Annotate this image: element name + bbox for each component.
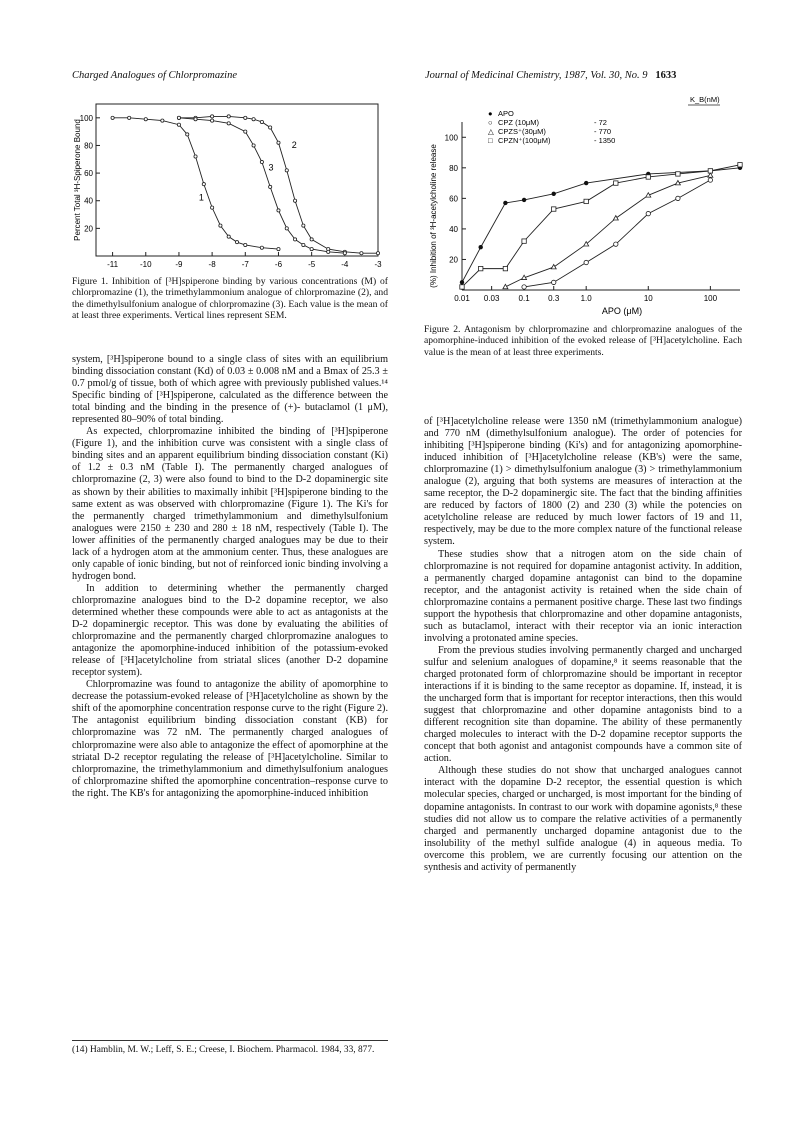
data-point xyxy=(551,264,556,268)
data-point xyxy=(211,206,214,209)
data-point xyxy=(227,122,230,125)
data-point xyxy=(460,280,464,284)
data-point xyxy=(111,116,114,119)
paragraph: system, [³H]spiperone bound to a single class of sites with an equilibrium binding dissociation constant (Kd) of 0.03 ± 0.008 nM and a Bmax of 25.3 ± 0.7 pmol/g of tissue, both of which agree with previously published values.¹⁴ Specific binding of [³H]spiperone, calculated as the difference between the total binding and the binding in the presence of (+)- butaclamol (1 μM), represented 80–90% of total binding. xyxy=(72,354,388,426)
x-tick-label: 0.3 xyxy=(548,294,560,303)
data-point xyxy=(584,181,588,185)
data-point xyxy=(552,192,556,196)
data-point xyxy=(244,130,247,133)
data-point xyxy=(211,119,214,122)
legend-symbol: ● xyxy=(488,109,493,118)
data-point xyxy=(219,224,222,227)
y-tick-label: 60 xyxy=(84,169,93,179)
x-tick-label: -4 xyxy=(341,260,349,269)
data-point xyxy=(202,183,205,186)
series-line xyxy=(524,180,710,287)
data-point xyxy=(708,178,712,182)
data-point xyxy=(293,199,296,202)
y-tick-label: 20 xyxy=(449,255,458,265)
data-point xyxy=(360,252,363,255)
series-label: 3 xyxy=(268,162,274,173)
x-tick-label: -11 xyxy=(107,260,119,269)
data-point xyxy=(327,250,330,253)
data-point xyxy=(227,115,230,118)
data-point xyxy=(244,243,247,246)
paragraph: As expected, chlorpromazine inhibited the binding of [³H]spiperone (Figure 1), and the inhibition curve was consistent with a single class of binding sites and an apparent equilibrium binding dissociation constant (Ki) of 1.2 ± 0.3 nM (Table I). The permanently charged analogues of chlorpromazine (2, 3) were also found to bind to the D-2 dopaminergic site as shown by their abilities to maximally inhibit [³H]spiperone binding to the same extent as was observed with chlorpromazine (Figure 1). The Ki's for the permanently charged trimethylammonium and dimethylsulfonium analogues were 2150 ± 230 and 280 ± 18 nM, respectively (Table I). The lower affinities of the permanently charged analogues may be due to their lack of a hydrogen atom at the ammonium center. Thus, these analogues are only capable of ionic binding, but not of reinforced ionic binding involving a hydrogen bond. xyxy=(72,426,388,582)
x-tick-label: -5 xyxy=(308,260,316,269)
footnote-divider xyxy=(72,1040,388,1041)
data-point xyxy=(128,116,131,119)
x-tick-label: 0.1 xyxy=(518,294,530,303)
left-column-text xyxy=(72,354,388,800)
data-point xyxy=(186,133,189,136)
y-tick-label: 80 xyxy=(449,163,458,173)
x-tick-label: 10 xyxy=(643,294,653,303)
data-point xyxy=(478,266,482,270)
data-point xyxy=(646,175,650,179)
data-point xyxy=(285,169,288,172)
figure-2-caption: Figure 2. Antagonism by chlorpromazine and chlorpromazine analogues of the apomorphine-induced inhibition of the evoked release of [³H]acetylcholine. Each value is the mean of at least three experiments. xyxy=(424,324,742,358)
y-tick-label: 80 xyxy=(84,141,93,151)
legend-label: CPZN⁺(100μM) xyxy=(498,136,551,145)
data-point xyxy=(738,163,742,167)
data-point xyxy=(177,116,180,119)
footnote: (14) Hamblin, M. W.; Leff, S. E.; Creese, I. Biochem. Pharmacol. 1984, 33, 877. xyxy=(72,1045,375,1055)
data-point xyxy=(161,119,164,122)
data-point xyxy=(503,266,507,270)
data-point xyxy=(478,245,482,249)
data-point xyxy=(194,118,197,121)
paragraph: of [³H]acetylcholine release were 1350 nM (trimethylammonium analogue) and 770 nM (dimethylsulfonium analogue). The order of potencies for inhibiting [³H]spiperone binding (Ki's) and for antagonizing apomorphine-induced inhibition of [³H]acetylcholine release (KB's) were the same, chlorpromazine (1) > dimethylsulfonium analogue (3) > trimethylammonium analogue (2), arguing that both systems are measures of interaction at the same receptor, the D-2 dopaminergic site. The fact that the binding affinities are reduced by factors of 1800 (2) and 230 (3) while the potencies on acetylcholine release are reduced by much lower factors of 19 and 11, respectively, may be due to the more complex nature of the functional release system. xyxy=(424,416,742,548)
data-point xyxy=(343,252,346,255)
x-tick-label: -9 xyxy=(175,260,183,269)
plot-frame xyxy=(96,104,378,256)
x-tick-label: 0.01 xyxy=(454,294,470,303)
x-tick-label: -10 xyxy=(139,260,152,269)
legend-symbol: □ xyxy=(488,136,493,145)
legend-symbol: △ xyxy=(488,127,494,136)
data-point xyxy=(285,227,288,230)
data-point xyxy=(310,238,313,241)
y-tick-label: 40 xyxy=(449,224,458,234)
data-point xyxy=(302,224,305,227)
running-title: Charged Analogues of Chlorpromazine xyxy=(72,70,237,81)
data-point xyxy=(522,198,526,202)
data-point xyxy=(260,160,263,163)
data-point xyxy=(260,120,263,123)
data-point xyxy=(293,238,296,241)
paragraph: These studies show that a nitrogen atom on the side chain of chlorpromazine is not required for dopamine antagonist activity. In addition, a permanently charged dopamine antagonist can bind to the dopamine receptor, and the antagonist activity is retained when the side chain of chlorpromazine contains a permanent positive charge. These last two findings support the hypothesis that chlorpromazine and other dopamine antagonists, such as butaclamol, interact with their receptor via an ionic interaction involving a protonated amine species. xyxy=(424,548,742,644)
series-label: 2 xyxy=(291,140,297,151)
y-axis-label: (%) Inhibition of ³H-acetylcholine release xyxy=(429,144,438,288)
data-point xyxy=(310,247,313,250)
y-axis-label: Percent Total ³H-Spiperone Bound xyxy=(73,119,82,241)
figure-2-chart xyxy=(422,92,747,322)
legend-kb-value: - 770 xyxy=(594,127,612,136)
paragraph: Although these studies do not show that uncharged analogues cannot interact with the dopamine D-2 receptor, the essential question is which molecular species, charged or uncharged, is most important for the binding of dopamine antagonists. In contrast to our work with dopamine agonists,⁸ these studies did not allow us to compare the relative activities of a permanently charged and permanently uncharged dopamine antagonist due to the insolubility of the methyl sulfide analogue (4) in aqueous media. To overcome this problem, we are currently focusing our attention on the synthesis and activity of permanently xyxy=(424,765,742,873)
data-point xyxy=(269,126,272,129)
x-tick-label: 100 xyxy=(703,294,718,303)
data-point xyxy=(277,141,280,144)
legend-label: APO xyxy=(498,109,514,118)
data-point xyxy=(552,207,556,211)
data-point xyxy=(708,169,712,173)
x-tick-label: 1.0 xyxy=(580,294,592,303)
x-tick-label: -6 xyxy=(274,260,283,269)
figure-1-svg xyxy=(70,96,390,276)
paragraph: Chlorpromazine was found to antagonize the ability of apomorphine to decrease the potassium-evoked release of [³H]acetylcholine as shown by the shift of the apomorphine concentration response curve to the right (Figure 2). The antagonist equilibrium binding dissociation constant (KB) for chlorpromazine was 72 nM. The permanently charged analogues of chlorpromazine were also able to antagonize the effect of apomorphine at the striatal D-2 receptor regulating the release of [³H]acetylcholine. Similar to chlorpromazine, the trimethylammonium and dimethylsulfonium analogues of chlorpromazine shifted the apomorphine concentration–response curve to the right. The KB's for antagonizing the apomorphine-induced inhibition xyxy=(72,679,388,799)
data-point xyxy=(460,285,464,289)
paragraph: From the previous studies involving permanently charged and uncharged sulfur and selenium analogues of dopamine,⁸ it seems reasonable that the charged protonated form of chlorpromazine should be important in receptor interactions if it is binding to the same receptor as dopamine. If, instead, it is the uncharged form that is important for receptor interactions, then this would suggest that chlorpromazine and other dopamine antagonists bind to a different recognition site than dopamine. The ability of these permanently charged molecules to interact with the D-2 dopamine receptor supports the concept that both agonist and antagonist compounds have a common site of action. xyxy=(424,644,742,765)
data-point xyxy=(269,185,272,188)
x-tick-label: -7 xyxy=(241,260,249,269)
data-point xyxy=(302,243,305,246)
data-point xyxy=(708,173,713,177)
legend-symbol: ○ xyxy=(488,118,493,127)
legend-kb-value: - 72 xyxy=(594,118,607,127)
data-point xyxy=(614,242,618,246)
data-point xyxy=(227,235,230,238)
page-number: 1633 xyxy=(655,70,677,81)
data-point xyxy=(503,201,507,205)
data-point xyxy=(676,172,680,176)
journal-name: Journal of Medicinal Chemistry, 1987, Vol. 30, No. 9 xyxy=(425,70,648,81)
data-point xyxy=(646,211,650,215)
figure-2-svg xyxy=(422,92,747,322)
legend-label: CPZ (10μM) xyxy=(498,118,539,127)
y-tick-label: 40 xyxy=(84,196,93,206)
data-point xyxy=(676,196,680,200)
right-column-text xyxy=(424,416,742,874)
data-point xyxy=(522,239,526,243)
y-tick-label: 60 xyxy=(449,194,458,204)
data-point xyxy=(235,241,238,244)
data-point xyxy=(277,209,280,212)
x-axis-label: APO (μM) xyxy=(601,306,643,316)
data-point xyxy=(252,144,255,147)
data-point xyxy=(211,115,214,118)
series-line xyxy=(505,175,710,286)
y-tick-label: 100 xyxy=(79,113,93,123)
data-point xyxy=(584,260,588,264)
data-point xyxy=(376,252,379,255)
legend-header: K_B(nM) xyxy=(690,95,720,104)
data-point xyxy=(244,116,247,119)
journal-citation xyxy=(425,70,676,81)
data-point xyxy=(177,123,180,126)
data-point xyxy=(260,246,263,249)
data-point xyxy=(252,118,255,121)
data-point xyxy=(144,118,147,121)
legend-label: CPZS⁺(30μM) xyxy=(498,127,546,136)
series-line xyxy=(113,118,279,249)
legend-kb-value: - 1350 xyxy=(594,136,616,145)
data-point xyxy=(522,285,526,289)
y-tick-label: 100 xyxy=(444,133,458,143)
data-point xyxy=(614,181,618,185)
series-line xyxy=(179,116,378,253)
data-point xyxy=(277,247,280,250)
data-point xyxy=(552,280,556,284)
y-tick-label: 20 xyxy=(84,224,93,234)
figure-1-chart xyxy=(70,96,390,276)
x-tick-label: -8 xyxy=(208,260,216,269)
data-point xyxy=(194,155,197,158)
data-point xyxy=(613,216,618,220)
paragraph: In addition to determining whether the permanently charged chlorpromazine analogues bind to the D-2 dopamine receptor, we also determined whether these compounds were able to act as antagonists at the D-2 dopaminergic receptor. This was done by evaluating the abilities of chlorpromazine and the permanently charged chlorpromazine analogues to antagonize the apomorphine-induced inhibition of the potassium-evoked release of [³H]acetylcholine from striatal slices (another D-2 dopamine receptor system). xyxy=(72,582,388,679)
series-line xyxy=(462,168,740,283)
figure-1-caption: Figure 1. Inhibition of [³H]spiperone binding by various concentrations (M) of chlorpromazine (1), the trimethylammonium analogue of chlorpromazine (2), and the dimethylsulfonium analogue of chlorpromazine (3). Each value is the mean of at least three experiments. Vertical lines represent SEM. xyxy=(72,276,388,321)
x-tick-label: -3 xyxy=(374,260,382,269)
series-label: 1 xyxy=(198,192,204,203)
x-tick-label: 0.03 xyxy=(483,294,500,303)
data-point xyxy=(584,199,588,203)
